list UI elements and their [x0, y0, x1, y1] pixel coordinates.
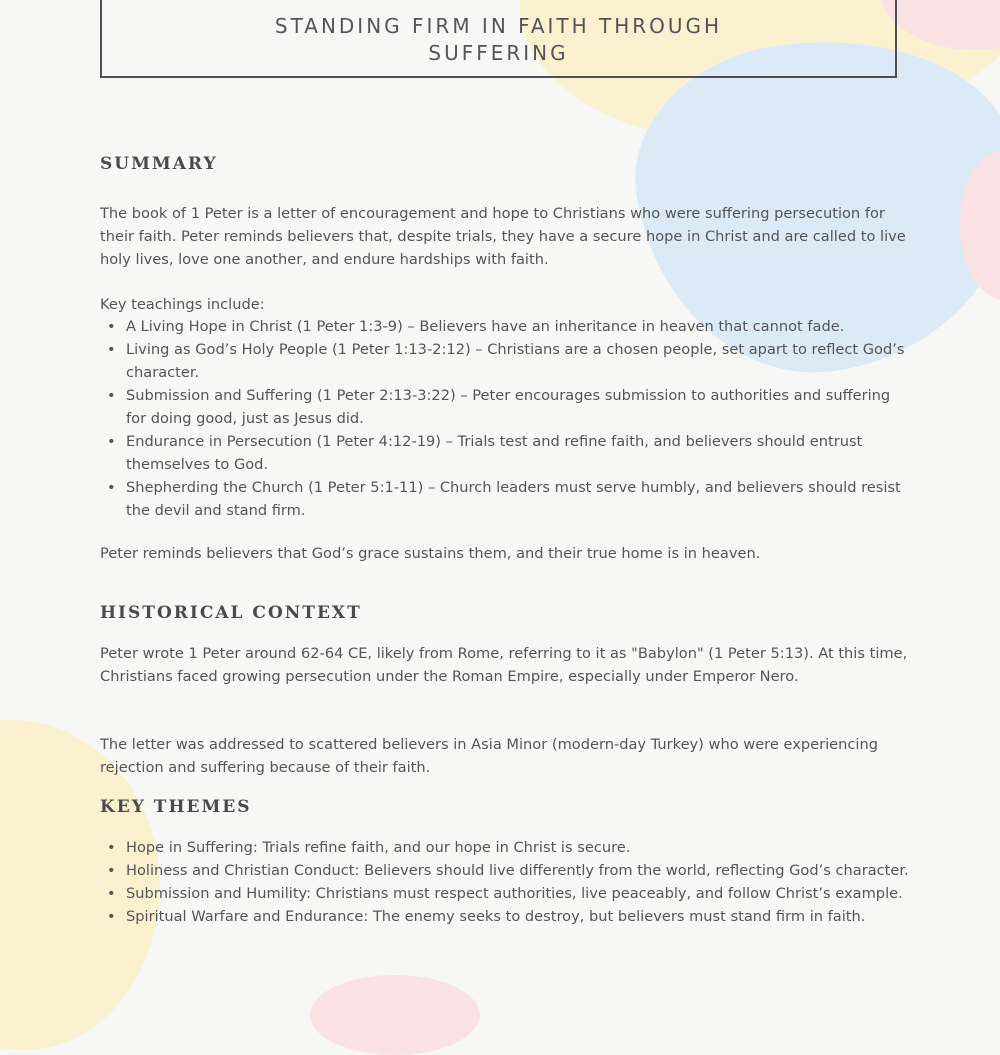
summary-intro: The book of 1 Peter is a letter of encouragement and hope to Christians who were suffering persecution for their faith. Peter reminds believers that, despite trials, they have a secure hope in Christ and are called to live holy lives, love one another, and endure hardships with faith. — [100, 205, 906, 268]
key-teachings-list — [100, 315, 910, 522]
historical-para-1: Peter wrote 1 Peter around 62-64 CE, likely from Rome, referring to it as "Babylon" (1 Peter 5:13). At this time, Christians faced growing persecution under the Roman Empire, especially under Emperor Nero. — [100, 645, 908, 685]
historical-context-heading: HISTORICAL CONTEXT — [100, 603, 362, 623]
list-item: • Shepherding the Church (1 Peter 5:1-11) – Church leaders must serve humbly, and believers should resist the devil and stand firm. — [100, 476, 910, 522]
list-item: • Holiness and Christian Conduct: Believers should live differently from the world, reflecting God’s character. — [100, 859, 910, 882]
list-item: • Hope in Suffering: Trials refine faith, and our hope in Christ is secure. — [100, 836, 910, 859]
historical-para-2: The letter was addressed to scattered believers in Asia Minor (modern-day Turkey) who were experiencing rejection and suffering because of their faith. — [100, 736, 878, 776]
key-themes-heading: KEY THEMES — [100, 797, 252, 817]
key-themes-list — [100, 836, 910, 928]
title-line-2: SUFFERING — [428, 41, 569, 65]
title-line-1: STANDING FIRM IN FAITH THROUGH — [274, 14, 723, 38]
list-item: • Submission and Humility: Christians must respect authorities, live peaceably, and follow Christ’s example. — [100, 882, 910, 905]
list-item: • A Living Hope in Christ (1 Peter 1:3-9) – Believers have an inheritance in heaven that cannot fade. — [100, 315, 910, 338]
title-box — [100, 0, 897, 78]
summary-heading: SUMMARY — [100, 154, 218, 174]
list-item: • Submission and Suffering (1 Peter 2:13-3:22) – Peter encourages submission to authorities and suffering for doing good, just as Jesus did. — [100, 384, 910, 430]
list-item: • Endurance in Persecution (1 Peter 4:12-19) – Trials test and refine faith, and believers should entrust themselves to God. — [100, 430, 910, 476]
summary-closing: Peter reminds believers that God’s grace sustains them, and their true home is in heaven. — [100, 545, 761, 562]
list-item: • Spiritual Warfare and Endurance: The enemy seeks to destroy, but believers must stand firm in faith. — [100, 905, 910, 928]
key-teachings-intro: Key teachings include: — [100, 296, 265, 313]
list-item: • Living as God’s Holy People (1 Peter 1:13-2:12) – Christians are a chosen people, set apart to reflect God’s character. — [100, 338, 910, 384]
page-title — [275, 13, 722, 67]
